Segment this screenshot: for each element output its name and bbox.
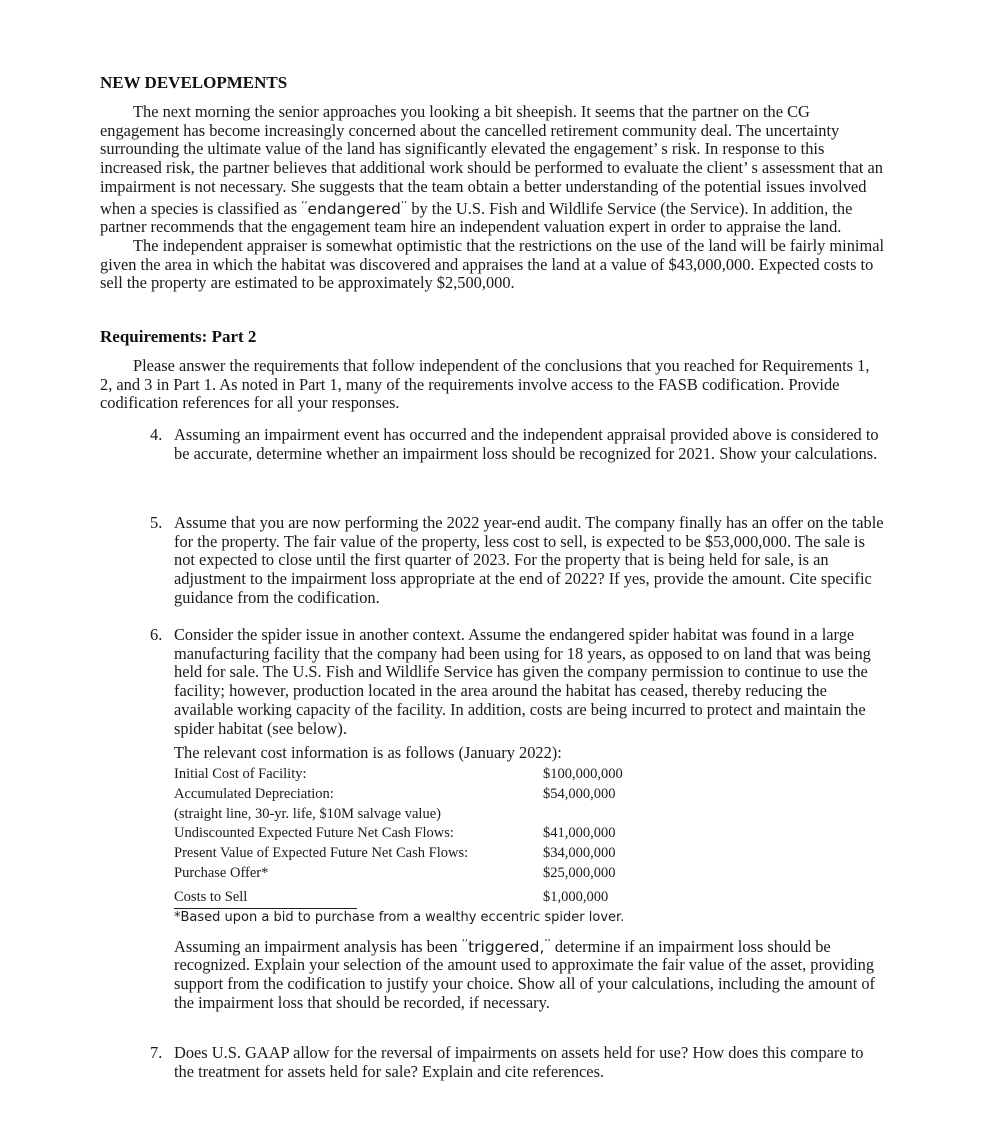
requirement-6-followup: Assuming an impairment analysis has been ‘‘triggered,’’ determine if an impairment loss should be recognized. Explain your selection of the amount used to approximate the fair value of the asset, providing support from the codification to justify your choice. Show all of your calculations, including the amount of the impairment loss that should be recorded, if necessary. [174, 936, 876, 1012]
cost-value: $100,000,000 [543, 765, 623, 782]
open-quote: ‘‘ [461, 937, 469, 949]
cost-label: Present Value of Expected Future Net Cash Flows: [174, 845, 469, 862]
cost-label: Initial Cost of Facility: [174, 765, 307, 782]
requirement-text: Assuming an impairment event has occurred and the independent appraisal provided above is considered to be accurate, determine whether an impairment loss should be recognized for 2021. Show your calculations. [174, 425, 879, 463]
cost-value: $25,000,000 [543, 864, 616, 881]
cost-row [174, 805, 663, 825]
cost-value: $34,000,000 [543, 845, 616, 862]
paragraph-independent-appraiser: The independent appraiser is somewhat optimistic that the restrictions on the use of the land will be fairly minimal given the area in which the habitat was discovered and appraises the land at a value of $43,000,000. Expected costs to sell the property are estimated to be approximately $2,500,000. [100, 235, 885, 293]
cost-row [174, 765, 663, 785]
cost-label: (straight line, 30-yr. life, $10M salvage value) [174, 805, 441, 822]
cost-row [174, 824, 663, 844]
cost-footnote: *Based upon a bid to purchase from a wealthy eccentric spider lover. [174, 909, 625, 925]
cost-info-intro: The relevant cost information is as follows (January 2022): [174, 743, 562, 763]
requirement-text: Does U.S. GAAP allow for the reversal of impairments on assets held for use? How does this compare to the treatment for assets held for sale? Explain and cite references. [174, 1043, 864, 1081]
cost-value: $54,000,000 [543, 785, 616, 802]
requirement-text: Assume that you are now performing the 2022 year-end audit. The company finally has an offer on the table for the property. The fair value of the property, less cost to sell, is expected to be $53,000,000. The sale is not expected to close until the first quarter of 2023. For the property that is being held for sale, is an adjustment to the impairment loss appropriate at the end of 2022? If yes, provide the amount. Cite specific guidance from the codification. [174, 513, 884, 607]
cost-label: Undiscounted Expected Future Net Cash Flows: [174, 825, 454, 842]
close-quote: ’’ [544, 937, 551, 949]
new-developments-body [100, 103, 885, 293]
cost-value: $41,000,000 [543, 825, 616, 842]
cost-row [174, 785, 663, 805]
requirements-intro [100, 357, 885, 413]
cost-row [174, 844, 663, 864]
cost-label: Accumulated Depreciation: [174, 785, 334, 802]
requirement-7 [150, 1044, 885, 1081]
requirement-number: 5. [150, 513, 163, 532]
cost-value: $1,000,000 [543, 888, 609, 905]
cost-row [174, 884, 663, 909]
cost-table [174, 765, 663, 909]
paragraph-partner-concern: The next morning the senior approaches you looking a bit sheepish. It seems that the partner on the CG engagement has become increasingly concerned about the cancelled retirement community deal. The uncertainty surrounding the ultimate value of the land has significantly elevated the engagement’ s risk. In response to this increased risk, the partner believes that additional work should be performed to evaluate the client’ s assessment that an impairment is not necessary. She suggests that the team obtain a better understanding of the potential issues involved when a species is classified as ‘‘endangered’’ by the U.S. Fish and Wildlife Service (the Service). In addition, the partner recommends that the engagement team hire an independent valuation expert in order to appraise the land. [100, 102, 883, 237]
cost-value [543, 805, 663, 825]
section-heading-new-developments: NEW DEVELOPMENTS [100, 73, 288, 92]
requirement-5 [150, 514, 885, 608]
quoted-triggered: triggered, [468, 937, 545, 956]
requirement-6 [150, 626, 885, 1012]
close-quote: ’’ [400, 199, 408, 211]
cost-label: Purchase Offer* [174, 864, 269, 881]
quoted-endangered: endangered [307, 199, 401, 218]
requirement-6-body [174, 626, 885, 1012]
requirement-4 [150, 426, 885, 463]
cost-label: Costs to Sell [174, 884, 543, 909]
requirement-number: 7. [150, 1043, 163, 1062]
requirement-text: Consider the spider issue in another context. Assume the endangered spider habitat was found in a large manufacturing facility that the company had been using for 18 years, as opposed to on land that was being held for sale. The U.S. Fish and Wildlife Service has given the company permission to continue to use the facility; however, production located in the area around the habitat has ceased, thereby reducing the available working capacity of the facility. In addition, costs are being incurred to protect and maintain the spider habitat (see below). [174, 625, 871, 738]
requirement-number: 6. [150, 625, 163, 644]
requirement-number: 4. [150, 425, 163, 444]
paragraph-requirements-intro: Please answer the requirements that follow independent of the conclusions that you reached for Requirements 1, 2, and 3 in Part 1. As noted in Part 1, many of the requirements involve access to the FASB codification. Provide codification references for all your responses. [100, 356, 870, 413]
section-heading-requirements-part-2: Requirements: Part 2 [100, 327, 257, 346]
cost-row [174, 864, 663, 884]
open-quote: ‘‘ [301, 199, 308, 211]
